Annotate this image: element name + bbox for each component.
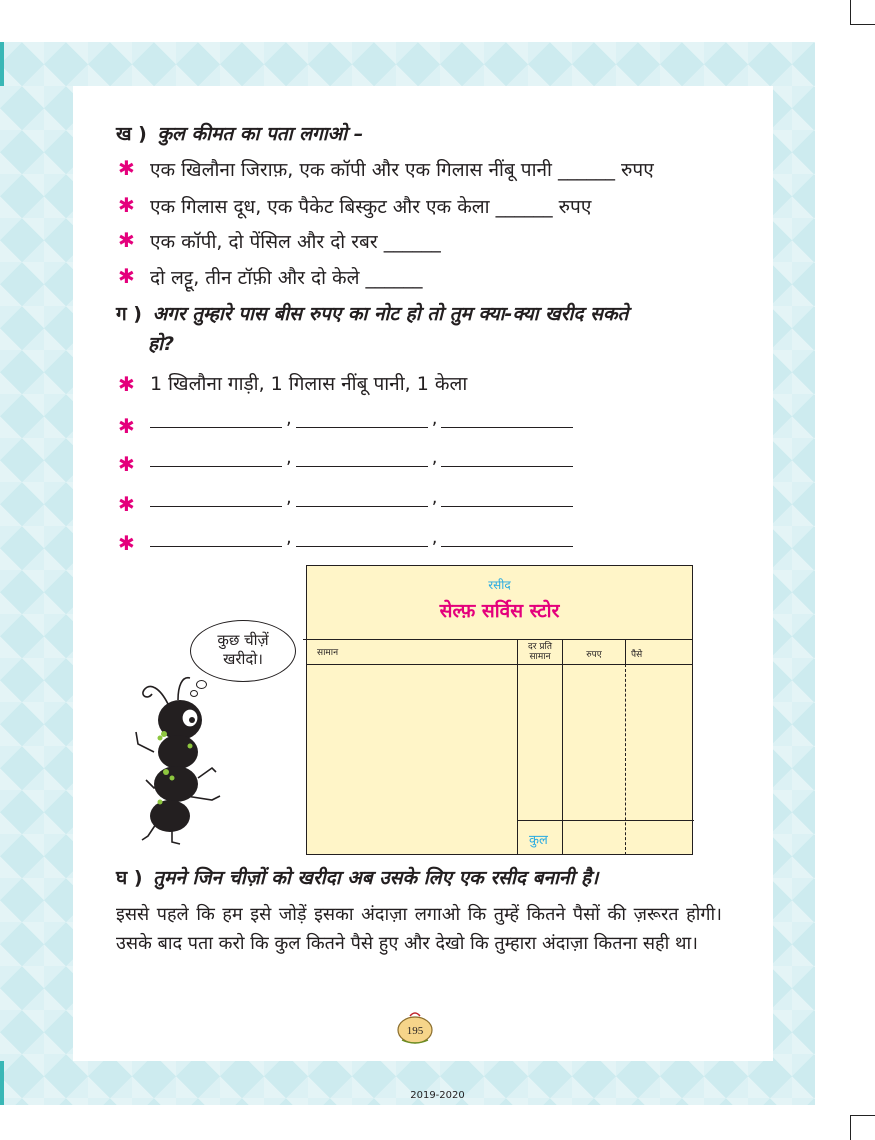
answer-blank[interactable]: [441, 526, 573, 547]
separator: ,: [286, 527, 292, 548]
instruction-paragraph: इससे पहले कि हम इसे जोड़ें इसका अंदाज़ा लगाओ कि तुम्हें कितने पैसों की ज़रूरत होगी। उसके बाद पता करो कि कुल कितने पैसे हुए और देखो कि तुम्हारा अंदाज़ा कितना सही था।: [116, 904, 722, 954]
crop-mark-top-right: [850, 0, 875, 25]
bullet-icon: ✱: [118, 156, 135, 180]
bullet-icon: ✱: [118, 452, 135, 476]
left-edge-strip: [0, 42, 4, 86]
section-gha-heading: [116, 864, 598, 890]
list-item: दो लट्टू, तीन टॉफ़ी और दो केले ______: [150, 267, 423, 289]
receipt-form: [306, 565, 693, 855]
list-item: एक कॉपी, दो पेंसिल और दो रबर ______: [150, 231, 441, 253]
separator: ,: [286, 408, 292, 429]
receipt-label: रसीद: [488, 578, 511, 592]
col-paise-header: पैसे: [631, 650, 643, 660]
page-number-badge: [392, 1010, 438, 1046]
col-rate-header-line1: दर प्रति: [528, 642, 552, 652]
section-ga-heading: [116, 300, 628, 326]
answer-blank[interactable]: [150, 407, 282, 428]
bullet-icon: ✱: [118, 193, 135, 217]
separator: ,: [286, 447, 292, 468]
section-ga-label: ग ): [116, 303, 142, 325]
section-ga-title-line1: अगर तुम्हारे पास बीस रुपए का नोट हो तो तुम क्या-क्या खरीद सकते: [152, 303, 629, 325]
ant-illustration: [120, 668, 230, 848]
answer-blank[interactable]: [296, 446, 428, 467]
answer-blank[interactable]: [296, 526, 428, 547]
col-item-header: सामान: [317, 648, 339, 658]
answer-blank-row: [150, 407, 573, 428]
bullet-icon: ✱: [118, 492, 135, 516]
bullet-icon: ✱: [118, 531, 135, 555]
answer-blank[interactable]: [296, 486, 428, 507]
list-item: एक खिलौना जिराफ़, एक कॉपी और एक गिलास नींबू पानी ______ रुपए: [150, 159, 654, 181]
section-gha-label: घ ): [116, 867, 143, 889]
receipt-divider: [307, 664, 692, 665]
crop-mark-bottom-right: [850, 1115, 875, 1140]
receipt-column-line: [562, 639, 563, 855]
answer-blank[interactable]: [441, 486, 573, 507]
answer-blank[interactable]: [150, 526, 282, 547]
speech-bubble-line2: खरीदो।: [223, 650, 263, 668]
section-ga-title-line2: हो?: [148, 333, 175, 355]
col-rate-header-line2: सामान: [529, 652, 551, 662]
speech-bubble-line1: कुछ चीज़ें: [217, 631, 269, 649]
bullet-icon: ✱: [118, 372, 135, 396]
bullet-icon: ✱: [118, 264, 135, 288]
section-kha-label: ख ): [116, 123, 147, 145]
col-rupees-header: रुपए: [586, 650, 602, 660]
section-kha-title: कुल कीमत का पता लगाओ –: [157, 123, 364, 145]
answer-blank[interactable]: [441, 446, 573, 467]
answer-blank[interactable]: [296, 407, 428, 428]
bullet-icon: ✱: [118, 414, 135, 438]
separator: ,: [286, 487, 292, 508]
receipt-decimal-line: [625, 664, 626, 855]
answer-blank-row: [150, 486, 573, 507]
answer-blank[interactable]: [150, 446, 282, 467]
receipt-divider: [517, 820, 694, 821]
bullet-icon: ✱: [118, 228, 135, 252]
answer-blank[interactable]: [150, 486, 282, 507]
answer-blank-row: [150, 526, 573, 547]
section-kha-heading: [116, 120, 363, 146]
receipt-store-name: सेल्फ़ सर्विस स्टोर: [439, 600, 560, 622]
list-item: एक गिलास दूध, एक पैकेट बिस्कुट और एक केला ______ रुपए: [150, 196, 592, 218]
separator: ,: [431, 408, 438, 429]
receipt-divider: [303, 639, 692, 640]
answer-blank[interactable]: [441, 407, 573, 428]
page-number: 195: [406, 1025, 424, 1037]
example-answer: 1 खिलौना गाड़ी, 1 गिलास नींबू पानी, 1 केला: [150, 373, 468, 395]
receipt-column-line: [625, 639, 626, 664]
answer-blank-row: [150, 446, 573, 467]
separator: ,: [431, 527, 438, 548]
section-gha-title: तुमने जिन चीज़ों को खरीदा अब उसके लिए एक रसीद बनानी है।: [153, 867, 599, 889]
separator: ,: [431, 447, 438, 468]
separator: ,: [431, 487, 438, 508]
edition-year: 2019-2020: [410, 1090, 465, 1101]
receipt-total-label: कुल: [529, 833, 548, 848]
receipt-column-line: [517, 639, 518, 855]
